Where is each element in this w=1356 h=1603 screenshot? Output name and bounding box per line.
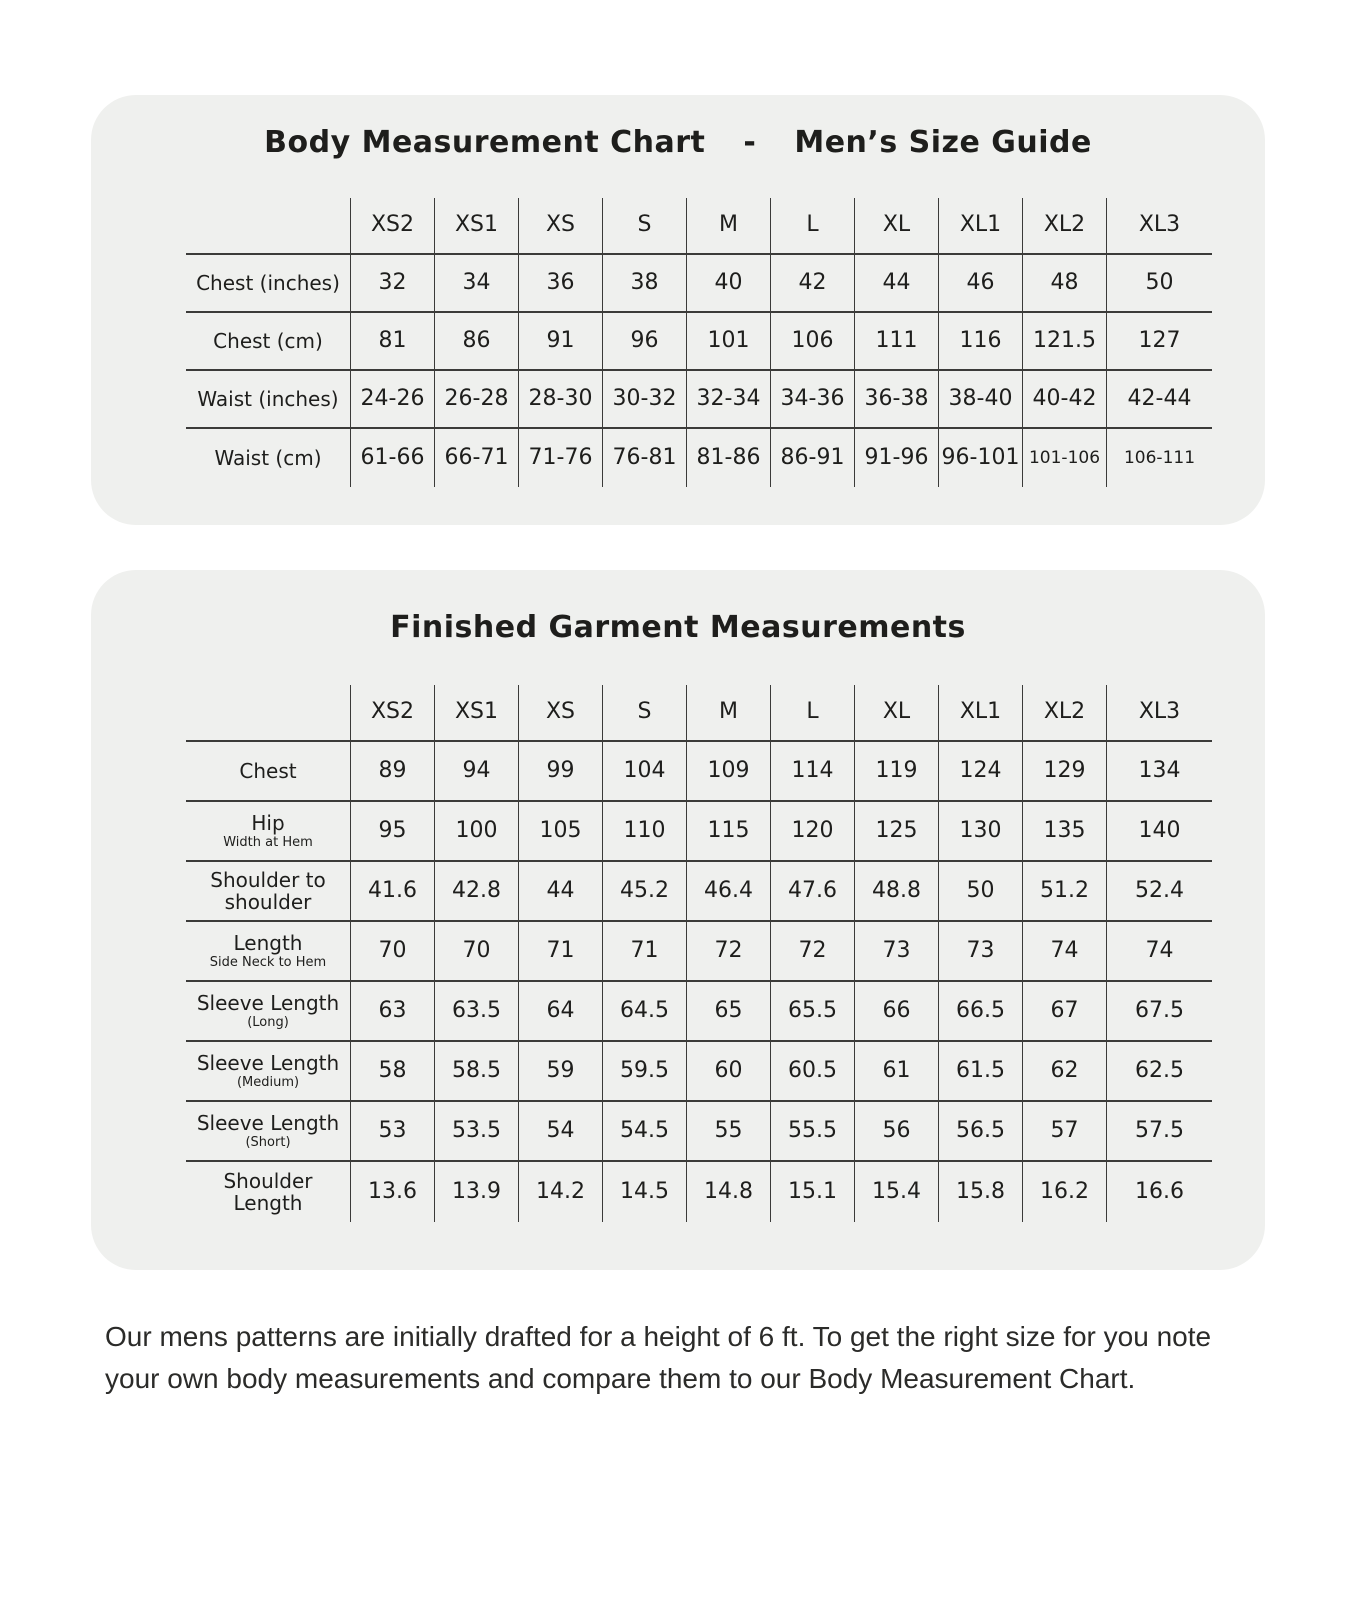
- measurement-cell: 59.5: [603, 1042, 687, 1102]
- measurement-cell: 57.5: [1107, 1102, 1212, 1162]
- row-label-text: Chest (cm): [213, 329, 323, 353]
- measurement-cell: 65: [687, 982, 771, 1042]
- measurement-cell: 44: [519, 862, 603, 922]
- measurement-cell: 111: [855, 313, 939, 371]
- size-column-header: XS1: [435, 685, 519, 742]
- measurement-cell: 106: [771, 313, 855, 371]
- row-label: [186, 429, 351, 487]
- measurement-cell: 14.5: [603, 1162, 687, 1222]
- size-column-header: XL: [855, 198, 939, 255]
- measurement-cell: 46: [939, 255, 1023, 313]
- measurement-cell: 60.5: [771, 1042, 855, 1102]
- row-label: [186, 742, 351, 802]
- measurement-cell: 66: [855, 982, 939, 1042]
- measurement-cell: 86-91: [771, 429, 855, 487]
- measurement-cell: 55: [687, 1102, 771, 1162]
- measurement-cell: 73: [939, 922, 1023, 982]
- size-column-header: XL: [855, 685, 939, 742]
- size-table-corner: [186, 685, 351, 742]
- measurement-cell: 127: [1107, 313, 1212, 371]
- measurement-cell: 13.9: [435, 1162, 519, 1222]
- measurement-cell: 61: [855, 1042, 939, 1102]
- size-column-header: S: [603, 685, 687, 742]
- measurement-cell: 94: [435, 742, 519, 802]
- measurement-cell: 58.5: [435, 1042, 519, 1102]
- measurement-cell: 38: [603, 255, 687, 313]
- measurement-cell: 58: [351, 1042, 435, 1102]
- garment-chart-title-main: Finished Garment Measurements: [390, 610, 966, 645]
- measurement-cell: 125: [855, 802, 939, 862]
- measurement-cell: 51.2: [1023, 862, 1107, 922]
- measurement-cell: 52.4: [1107, 862, 1212, 922]
- measurement-cell: 13.6: [351, 1162, 435, 1222]
- measurement-cell: 48: [1023, 255, 1107, 313]
- measurement-cell: 134: [1107, 742, 1212, 802]
- footer-note-line-2: your own body measurements and compare them to our Body Measurement Chart.: [105, 1363, 1136, 1394]
- measurement-cell: 61.5: [939, 1042, 1023, 1102]
- measurement-cell: 130: [939, 802, 1023, 862]
- measurement-cell: 70: [435, 922, 519, 982]
- measurement-cell: 59: [519, 1042, 603, 1102]
- measurement-cell: 40: [687, 255, 771, 313]
- row-label-text: Chest (inches): [196, 271, 340, 295]
- row-sublabel-text: (Long): [247, 1014, 289, 1030]
- body-chart-title-suffix: Men’s Size Guide: [794, 125, 1092, 160]
- row-label: [186, 313, 351, 371]
- measurement-cell: 74: [1107, 922, 1212, 982]
- measurement-cell: 32-34: [687, 371, 771, 429]
- row-label-text: Sleeve Length: [196, 990, 340, 1015]
- measurement-cell: 86: [435, 313, 519, 371]
- row-label-text: Sleeve Length: [196, 1050, 340, 1075]
- measurement-cell: 30-32: [603, 371, 687, 429]
- measurement-cell: 56: [855, 1102, 939, 1162]
- measurement-cell: 91: [519, 313, 603, 371]
- measurement-cell: 91-96: [855, 429, 939, 487]
- measurement-cell: 53.5: [435, 1102, 519, 1162]
- measurement-cell: 47.6: [771, 862, 855, 922]
- measurement-cell: 15.8: [939, 1162, 1023, 1222]
- measurement-cell: 32: [351, 255, 435, 313]
- measurement-cell: 42-44: [1107, 371, 1212, 429]
- row-label-text: Length: [233, 930, 303, 955]
- measurement-cell: 63: [351, 982, 435, 1042]
- size-column-header: M: [687, 198, 771, 255]
- measurement-cell: 57: [1023, 1102, 1107, 1162]
- footer-note: [105, 1316, 1356, 1400]
- size-column-header: S: [603, 198, 687, 255]
- row-label: [186, 1162, 351, 1222]
- measurement-cell: 16.6: [1135, 1178, 1184, 1204]
- body-measurement-table: [186, 198, 1212, 487]
- measurement-cell: 26-28: [435, 371, 519, 429]
- size-column-header: L: [771, 198, 855, 255]
- measurement-cell: 28-30: [519, 371, 603, 429]
- row-label-text: Waist (cm): [214, 446, 322, 470]
- measurement-cell: 110: [603, 802, 687, 862]
- measurement-cell: 62: [1023, 1042, 1107, 1102]
- measurement-cell: 135: [1023, 802, 1107, 862]
- measurement-cell: 124: [939, 742, 1023, 802]
- row-label: [186, 255, 351, 313]
- measurement-cell: 120: [771, 802, 855, 862]
- measurement-cell: 101-106: [1023, 429, 1107, 487]
- measurement-cell: 71-76: [519, 429, 603, 487]
- finished-garment-table: [186, 685, 1212, 1222]
- row-label-text: Shoulder to shoulder: [210, 868, 326, 914]
- size-column-header: XS2: [351, 198, 435, 255]
- measurement-cell: 40-42: [1023, 371, 1107, 429]
- measurement-cell: 53: [351, 1102, 435, 1162]
- measurement-cell: 63.5: [435, 982, 519, 1042]
- row-label-text: Shoulder Length: [223, 1169, 313, 1215]
- measurement-cell: 34: [435, 255, 519, 313]
- row-label: [186, 982, 351, 1042]
- measurement-cell: 60: [687, 1042, 771, 1102]
- footer-note-line-1: Our mens patterns are initially drafted for a height of 6 ft. To get the right size for you note: [105, 1321, 1212, 1352]
- measurement-cell: 36: [519, 255, 603, 313]
- measurement-cell: 70: [351, 922, 435, 982]
- size-column-header: XL3: [1107, 685, 1212, 742]
- size-column-header: XL3: [1107, 198, 1212, 255]
- measurement-cell: 96: [603, 313, 687, 371]
- measurement-cell: 36-38: [855, 371, 939, 429]
- size-column-header: L: [771, 685, 855, 742]
- size-column-header: M: [687, 685, 771, 742]
- size-column-header: XS: [519, 685, 603, 742]
- measurement-cell: 66-71: [435, 429, 519, 487]
- measurement-cell: 106-111: [1123, 447, 1196, 468]
- measurement-cell: 100: [435, 802, 519, 862]
- measurement-cell: 42: [771, 255, 855, 313]
- row-label: [186, 802, 351, 862]
- measurement-cell: 61-66: [351, 429, 435, 487]
- measurement-cell: 67.5: [1107, 982, 1212, 1042]
- row-label: [186, 1102, 351, 1162]
- measurement-cell: 96-101: [939, 429, 1023, 487]
- measurement-cell: 101: [687, 313, 771, 371]
- measurement-cell: 76-81: [603, 429, 687, 487]
- measurement-cell: 50: [939, 862, 1023, 922]
- measurement-cell: 48.8: [855, 862, 939, 922]
- size-column-header: XS: [519, 198, 603, 255]
- measurement-cell: 72: [687, 922, 771, 982]
- row-label: [186, 922, 351, 982]
- measurement-cell: 15.1: [771, 1162, 855, 1222]
- size-column-header: XL1: [939, 198, 1023, 255]
- measurement-cell: 46.4: [687, 862, 771, 922]
- measurement-cell: 129: [1023, 742, 1107, 802]
- measurement-cell: 24-26: [351, 371, 435, 429]
- measurement-cell: 62.5: [1107, 1042, 1212, 1102]
- body-chart-title-separator: -: [743, 125, 757, 160]
- row-label-text: Hip: [251, 810, 285, 835]
- row-sublabel-text: Side Neck to Hem: [209, 954, 327, 970]
- body-chart-title-main: Body Measurement Chart: [264, 125, 706, 160]
- row-sublabel-text: Width at Hem: [223, 834, 313, 850]
- measurement-cell: 44: [855, 255, 939, 313]
- measurement-cell: 38-40: [939, 371, 1023, 429]
- measurement-cell: 89: [351, 742, 435, 802]
- size-guide-page: [0, 95, 1356, 1400]
- measurement-cell: 34-36: [771, 371, 855, 429]
- measurement-cell: 54.5: [603, 1102, 687, 1162]
- body-chart-title: [91, 95, 1265, 160]
- size-column-header: XL2: [1023, 685, 1107, 742]
- measurement-cell: 14.8: [687, 1162, 771, 1222]
- measurement-cell: 16.2: [1023, 1162, 1107, 1222]
- measurement-cell: 71: [519, 922, 603, 982]
- size-column-header: XS2: [351, 685, 435, 742]
- row-label-text: Chest: [239, 759, 297, 783]
- measurement-cell: 119: [855, 742, 939, 802]
- measurement-cell: 121.5: [1023, 313, 1107, 371]
- measurement-cell: 41.6: [351, 862, 435, 922]
- measurement-cell: 65.5: [771, 982, 855, 1042]
- measurement-cell: 56.5: [939, 1102, 1023, 1162]
- measurement-cell: 42.8: [435, 862, 519, 922]
- measurement-cell: 109: [687, 742, 771, 802]
- measurement-cell: 140: [1107, 802, 1212, 862]
- row-sublabel-text: (Short): [245, 1134, 291, 1150]
- measurement-cell: 71: [603, 922, 687, 982]
- measurement-cell: 74: [1023, 922, 1107, 982]
- measurement-cell: 14.2: [519, 1162, 603, 1222]
- row-label: [186, 1042, 351, 1102]
- size-table-corner: [186, 198, 351, 255]
- measurement-cell: 45.2: [603, 862, 687, 922]
- measurement-cell: 105: [519, 802, 603, 862]
- finished-garment-panel: [91, 570, 1265, 1270]
- size-column-header: XS1: [435, 198, 519, 255]
- measurement-cell: 81: [351, 313, 435, 371]
- measurement-cell: 72: [771, 922, 855, 982]
- measurement-cell: 95: [351, 802, 435, 862]
- row-label-text: Sleeve Length: [196, 1110, 340, 1135]
- row-label: [186, 371, 351, 429]
- measurement-cell: 114: [771, 742, 855, 802]
- size-column-header: XL2: [1023, 198, 1107, 255]
- measurement-cell: 54: [519, 1102, 603, 1162]
- measurement-cell: 67: [1023, 982, 1107, 1042]
- size-column-header: XL1: [939, 685, 1023, 742]
- measurement-cell: 73: [855, 922, 939, 982]
- garment-chart-title: [91, 570, 1265, 645]
- measurement-cell: 55.5: [771, 1102, 855, 1162]
- measurement-cell: 64.5: [603, 982, 687, 1042]
- measurement-cell: 116: [939, 313, 1023, 371]
- measurement-cell: 50: [1107, 255, 1212, 313]
- measurement-cell: 104: [603, 742, 687, 802]
- measurement-cell: 66.5: [939, 982, 1023, 1042]
- measurement-cell: 81-86: [687, 429, 771, 487]
- row-sublabel-text: (Medium): [236, 1074, 300, 1090]
- measurement-cell: 99: [519, 742, 603, 802]
- row-label: [186, 862, 351, 922]
- body-measurement-panel: [91, 95, 1265, 525]
- measurement-cell: 64: [519, 982, 603, 1042]
- row-label-text: Waist (inches): [197, 387, 339, 411]
- measurement-cell: 115: [687, 802, 771, 862]
- measurement-cell: 15.4: [855, 1162, 939, 1222]
